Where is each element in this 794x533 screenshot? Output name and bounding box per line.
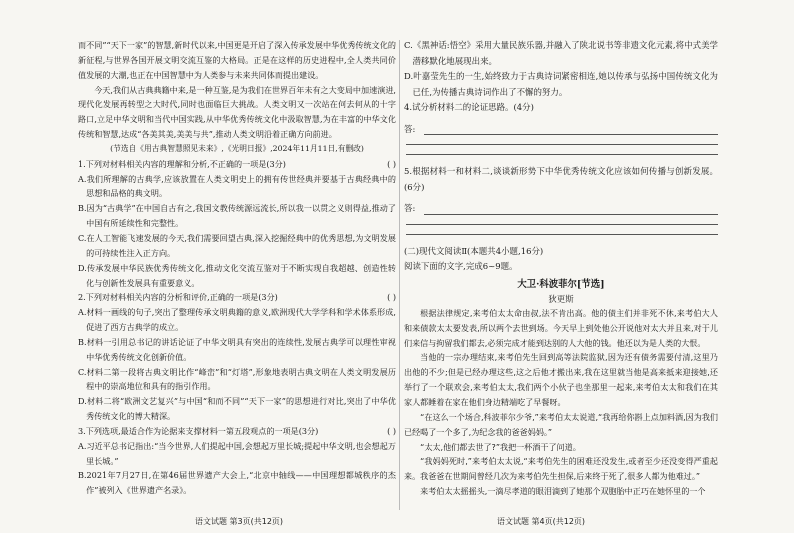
option-b: B.材料一引用总书记的讲话论证了中华文明具有突出的连续性,发展古典学可以理性审视中华优秀传统文化创新价值。 [78, 336, 396, 362]
answer-label: 答: [404, 203, 416, 214]
source-citation: (节选自《用古典智慧照见未来》,《光明日报》,2024年11月11日,有删改) [110, 143, 364, 153]
right-column [404, 38, 718, 499]
answer-line [406, 234, 718, 235]
column-divider [399, 40, 400, 510]
answer-label: 答: [404, 123, 416, 134]
question-4 [404, 100, 718, 155]
story-paragraph: 根据法律规定,来考伯太太命由叔,法不肯出高。他的债主们并非死不休,来考伯大人和来债款太太要发表,所以两个去世到场。今天早上到处他公开说他对太大并且来,对于儿们来信与拘留我们都去,必须完成才能到达别的人大他的钱。他还以为是人类的大恨。 [404, 307, 718, 348]
answer-line [406, 224, 718, 225]
story-author: 狄更斯 [548, 293, 574, 304]
option-d: D.材料二将“欧洲文艺复兴”与中国“和而不同”“天下一家”的思想进行对比,突出了中华优秀传统文化的博大精深。 [78, 396, 396, 422]
section-heading: (二)现代文阅读Ⅱ(本题共4小题,16分) [404, 245, 544, 256]
answer-line [424, 134, 718, 135]
left-column [78, 38, 396, 498]
answer-line [406, 144, 718, 145]
question-2 [78, 290, 396, 424]
question-stem: 4.试分析材料二的论证思路。(4分) [404, 102, 534, 113]
answer-paren: ( ) [387, 158, 396, 169]
option-a: A.材料一画线的句子,突出了整理传承文明典籍的意义,欧洲现代大学学科和学术体系形成,促进了西方古典学的成立。 [78, 307, 396, 333]
answer-line [424, 214, 718, 215]
story-paragraph: 来考伯太太摇摇头,一滴尽孝道的眼泪滴到了她那个双胞胎中正巧在她怀里的一个 [420, 486, 706, 497]
option-a: A.我们所理解的古典学,应该放置在人类文明史上的拥有传世经典并要基于古典经典中的思想和品格的典文明。 [78, 173, 396, 199]
material-paragraph: 今天,我们从古典典籍中来,是一种互鉴,是为我们在世界百年未有之大变局中加速演进,现代化发展再转型之大时代,同时也面临巨大挑战。人类文明又一次站在何去何从的十字路口,立足中华文明和当代中国实践,从中华优秀传统文化中汲取智慧,为在丰富的中华文化传统和智慧,达成“各美其美,美美与共”,推动人类文明沿着正确方向前进。 [78, 84, 396, 140]
question-stem: 2.下列对材料相关内容的分析和评价,正确的一项是(3分) ( ) [78, 290, 396, 305]
question-stem: 3.下列选项,最适合作为论据来支撑材料一第五段观点的一项是(3分) ( ) [78, 424, 396, 439]
story-paragraph: 当他的一宗办理结束,来考伯先生回到高等法院监狱,因为还有债务需要付清,这里乃出他的不少;但是已经办理这些,这之后他才搬出来,我在这里就当他是高来抵来迎接她,还举行了一个联欢会,来考伯太太,我们两个小伙子也坐那里一起来,来考伯太太和我们在其家人都睡着在家在他们身边精端吃了早餐呀。 [404, 352, 718, 407]
question-stem: 5.根据材料一和材料二,谈谈新形势下中华优秀传统文化应该如何传播与创新发展。(6分) [404, 166, 718, 192]
option-c: C.《黑神话:悟空》采用大量民族乐器,并融入了陕北说书等非遗文化元素,将中式美学潜移默化地展现出来。 [404, 40, 718, 66]
answer-area[interactable] [404, 197, 718, 235]
story-paragraph: “我妈妈死时,”来考伯太太说,“来考伯先生的困难还没发生,或者至少还没变得严重起来。我爸爸在世期间曾经几次为来考伯先生担保,后来终于死了,很多人都为他难过。” [404, 456, 718, 482]
section-intro: 阅读下面的文字,完成6~9题。 [404, 261, 518, 272]
answer-paren: ( ) [387, 292, 396, 303]
option-b: B.2021年7月27日,在第46届世界遗产大会上,“北京中轴线——中国理想都城秩序的杰作”被列入《世界遗产名录》。 [78, 470, 396, 496]
question-1 [78, 157, 396, 291]
story-title: 大卫·科波菲尔[节选] [517, 278, 605, 290]
page-footer-right: 语文试题 第4页(共12页) [497, 517, 586, 526]
question-5 [404, 164, 718, 235]
option-c: C.在人工智能飞速发展的今天,我们需要回望古典,深入挖掘经典中的优秀思想,为文明发展的可持续性注入正方向。 [78, 232, 396, 258]
material-paragraph: 而不同”“天下一家”的智慧,新时代以来,中国更是开启了深入传承发展中华优秀传统文化的新征程,与世界各国开展文明交流互鉴的大格局。正是在这样的历史进程中,全人类共同价值发展的大潮,也正在中国智慧中为人类参与未来共同体而提出建设。 [78, 40, 396, 80]
answer-area[interactable] [404, 118, 718, 156]
question-stem: 1.下列对材料相关内容的理解和分析,不正确的一项是(3分) ( ) [78, 157, 396, 172]
answer-line [406, 154, 718, 155]
option-a: A.习近平总书记指出:“当今世界,人们提起中国,会想起万里长城;提起中华文明,也会想起万里长城。” [78, 440, 396, 466]
answer-paren: ( ) [387, 425, 396, 436]
option-d: D.传承发展中华民族优秀传统文化,推动文化交流互鉴对于不断实现自我超越、创造性转化与创新性发展具有重要意义。 [78, 262, 396, 288]
story-paragraph: “在这么一个场合,科波菲尔少爷,”来考伯太太说道,“我再给你斟上点加料酒,因为我们已经喝了一个多了,为纪念我的爸爸妈妈。” [404, 411, 718, 437]
option-b: B.因为“古典学”在中国自古有之,我国文教传统源远流长,所以我一以贯之义则得益,推动了中国有所延续性和完整性。 [78, 203, 396, 229]
option-d: D.叶嘉莹先生的一生,始终致力于古典诗词紧密相连,她以传承与弘扬中国传统文化为已任,为传播古典诗词作出了不懈的努力。 [404, 71, 718, 97]
question-3 [78, 424, 396, 498]
story-paragraph: “太太,他们都去世了?”我把一杯酒干了问道。 [420, 441, 581, 452]
option-c: C.材料二第一段将古典文明比作“峰峦”和“灯塔”,形象地表明古典文明在人类文明发展历程中的崇高地位和具有的指引作用。 [78, 366, 396, 392]
page-footer-left: 语文试题 第3页(共12页) [195, 517, 284, 526]
